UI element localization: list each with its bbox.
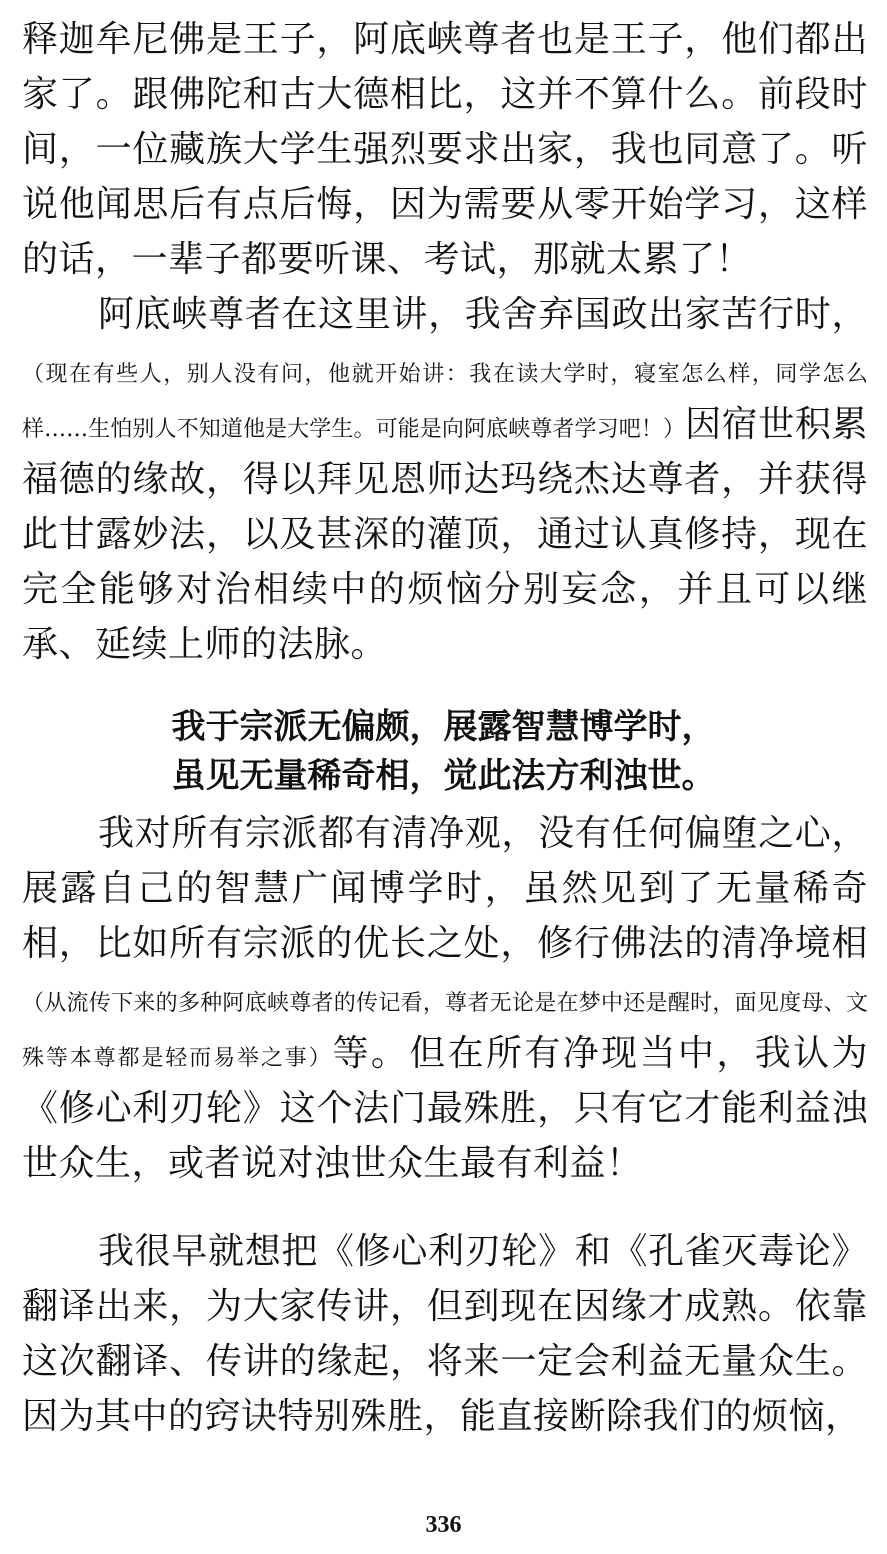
- parenthetical-note: （从流传下来的多种阿底峡尊者的传记看，尊者无论是在梦中还是醒时，面见度母、文殊等本尊都是轻而易举之事）: [22, 991, 868, 1071]
- verse-line-2: 虽见无量稀奇相，觉此法方利浊世。: [171, 756, 716, 796]
- paragraph-pure-view: [22, 806, 868, 1191]
- paragraph-translation: [22, 1224, 868, 1444]
- paragraph-text: 释迦牟尼佛是王子，阿底峡尊者也是王子，他们都出家了。跟佛陀和古大德相比，这并不算什么。前段时间，一位藏族大学生强烈要求出家，我也同意了。听说他闻思后有点后悔，因为需要从零开始学习，这样的话，一辈子都要听课、考试，那就太累了！: [22, 19, 868, 280]
- paragraph-text-before-note: 我对所有宗派都有清净观，没有任何偏堕之心，展露自己的智慧广闻博学时，虽然见到了无量稀奇相，比如所有宗派的优长之处，修行佛法的清净境相: [22, 813, 868, 964]
- paragraph-text: 我很早就想把《修心利刃轮》和《孔雀灭毒论》翻译出来，为大家传讲，但到现在因缘才成熟。依靠这次翻译、传讲的缘起，将来一定会利益无量众生。因为其中的窍诀特别殊胜，能直接断除我们的烦恼，: [22, 1231, 868, 1437]
- parenthetical-note: （现在有些人，别人没有问，他就开始讲：我在读大学时，寝室怎么样，同学怎么样……生怕别人不知道他是大学生。可能是向阿底峡尊者学习吧！）: [22, 362, 868, 442]
- page-number: 336: [425, 1512, 462, 1538]
- verse-line-1: 我于宗派无偏颇，展露智慧博学时，: [171, 707, 716, 747]
- paragraph-buddha-prince: [22, 12, 868, 287]
- paragraph-text-after-note: 等。但在所有净现当中，我认为《修心利刃轮》这个法门最殊胜，只有它才能利益浊世众生，或者说对浊世众生最有利益！: [22, 1033, 868, 1184]
- paragraph-text-after-note: 因宿世积累福德的缘故，得以拜见恩师达玛绕杰达尊者，并获得此甘露妙法，以及甚深的灌顶，通过认真修持，现在完全能够对治相续中的烦恼分别妄念，并且可以继承、延续上师的法脉。: [22, 404, 868, 665]
- paragraph-text-before-note: 阿底峡尊者在这里讲，我舍弃国政出家苦行时，: [98, 294, 868, 335]
- paragraph-atisha-renunciation: [22, 287, 868, 672]
